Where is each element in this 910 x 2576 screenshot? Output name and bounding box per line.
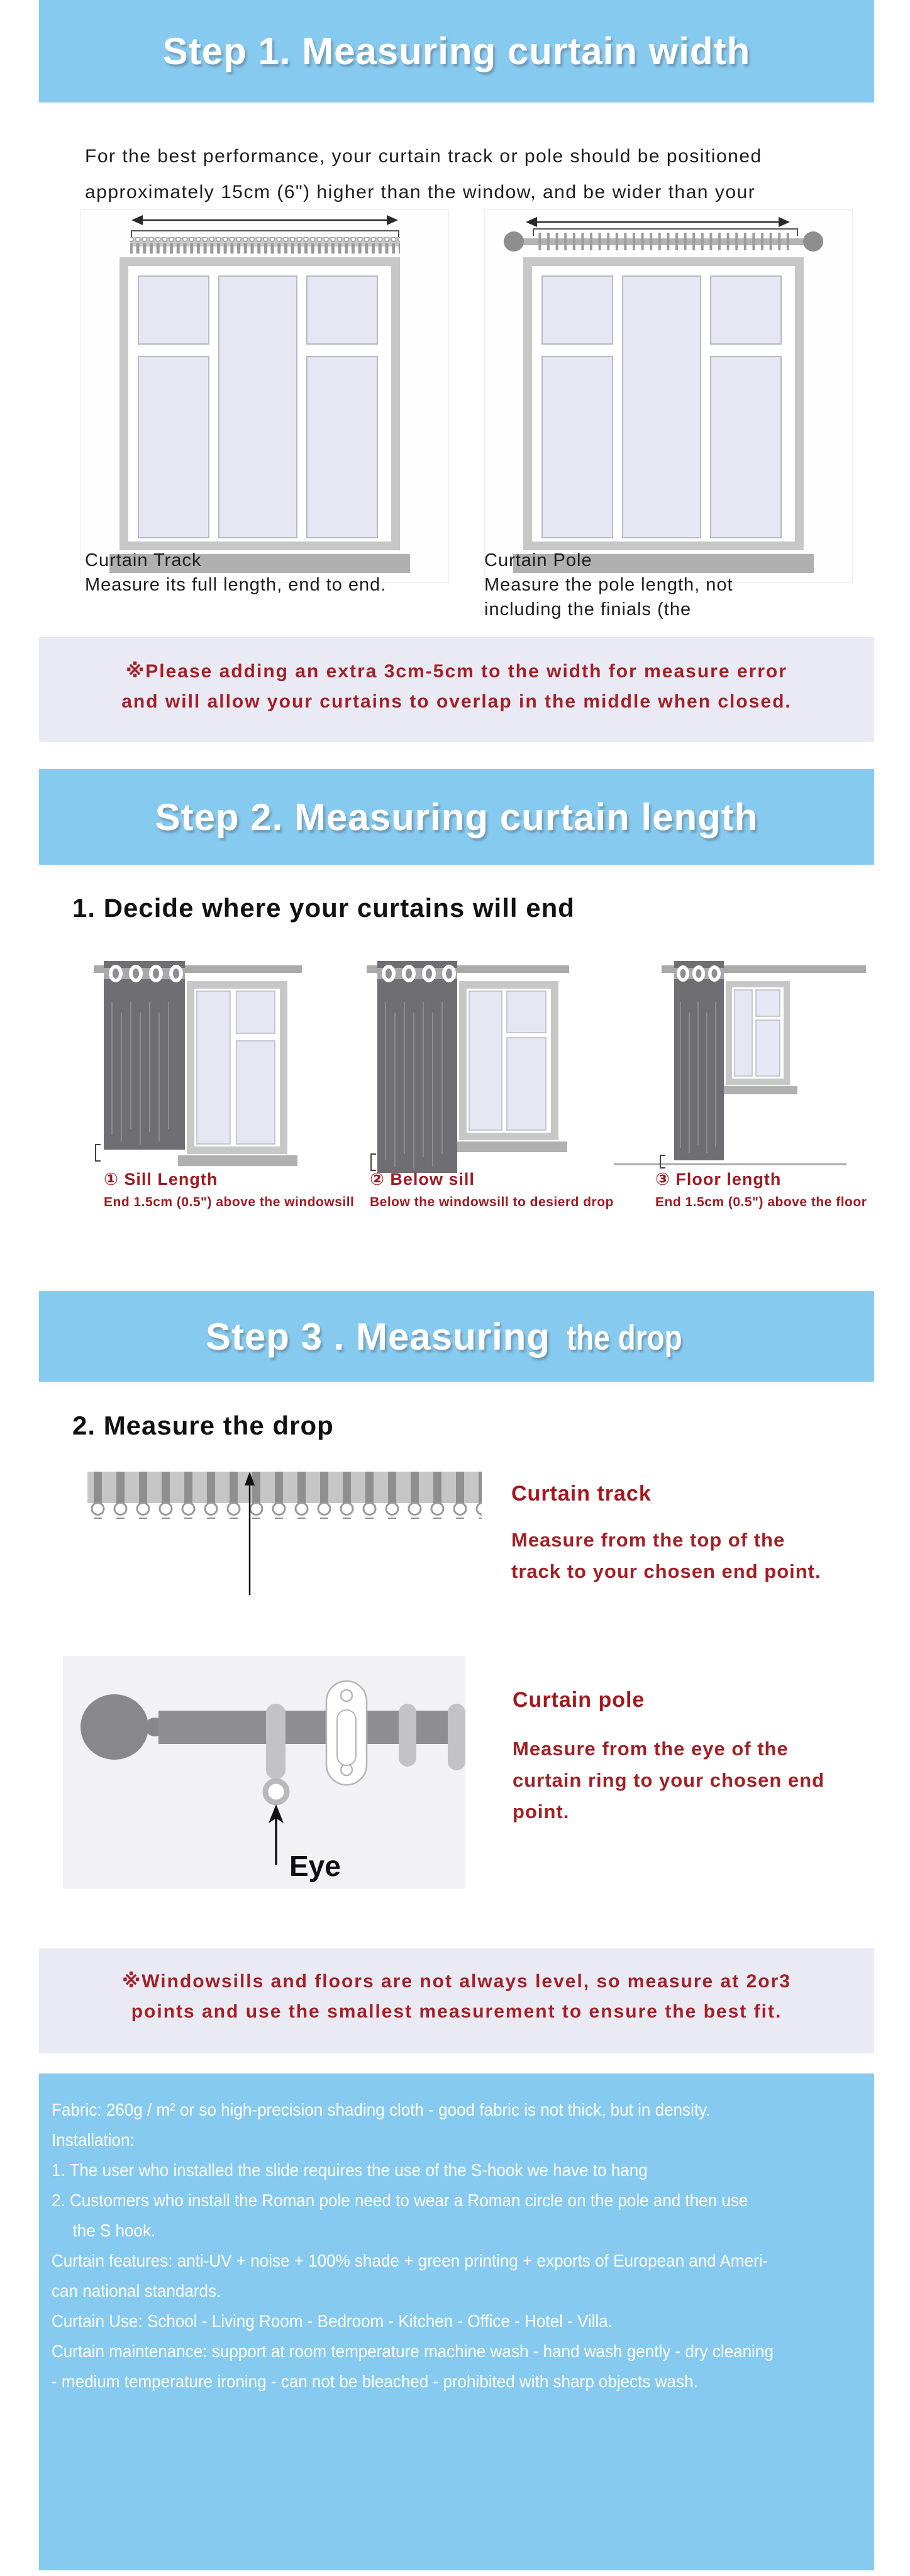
- gap-bracket: [660, 1155, 665, 1168]
- curtain-track-line-1: Measure from the top of the: [511, 1529, 785, 1551]
- info-line: 2. Customers who install the Roman pole need to wear a Roman circle on the pole and then use: [52, 2190, 748, 2210]
- step3-heading: 2. Measure the drop: [72, 1411, 334, 1440]
- option-3-label: ③ Floor length: [655, 1170, 782, 1189]
- gap-bracket: [371, 1154, 376, 1170]
- width-note-line-2: and will allow your curtains to overlap in the middle when closed.: [121, 691, 792, 712]
- info-line: Fabric: 260g / m² or so high-precision shading cloth - good fabric is not thick, but in density.: [52, 2100, 711, 2119]
- option-1-desc: End 1.5cm (0.5") above the windowsill: [104, 1195, 355, 1209]
- info-line: can national standards.: [52, 2281, 221, 2301]
- curtain-ring: [448, 1704, 465, 1770]
- track-caption: [85, 548, 386, 597]
- step2-banner: [39, 769, 874, 865]
- pole-closeup-illustration: [63, 1656, 465, 1889]
- step3-title-tail: the drop: [567, 1317, 682, 1357]
- pole-caption-line-1: Measure the pole length, not: [484, 575, 733, 595]
- window-track-illustration: [80, 209, 449, 583]
- curtain-pole-text: [513, 1733, 824, 1828]
- window-graphic: [109, 257, 410, 573]
- intro-line-1: For the best performance, your curtain track or pole should be positioned: [85, 146, 762, 167]
- curtain-length-illustrations: [75, 953, 868, 1173]
- product-info-box: [39, 2074, 874, 2570]
- curtain-pole-line-1: Measure from the eye of the: [513, 1738, 789, 1760]
- window-graphic: [452, 981, 567, 1152]
- track-closeup-illustration: [87, 1470, 484, 1602]
- curtain-pole-line-2: curtain ring to your chosen end: [513, 1769, 825, 1791]
- level-note: [39, 1948, 874, 2053]
- pole-caption-line-2: including the finials (the: [484, 599, 692, 619]
- window-graphic: [722, 981, 797, 1094]
- width-note: [39, 637, 874, 742]
- option-3-desc: End 1.5cm (0.5") above the floor: [655, 1195, 867, 1209]
- info-line: Installation:: [52, 2130, 135, 2150]
- step3-banner: [39, 1291, 874, 1382]
- step1-banner: [39, 0, 874, 103]
- intro-line-2: approximately 15cm (6") higher than the window, and be wider than your: [85, 182, 756, 203]
- curtain-graphic: [377, 961, 457, 1173]
- curtain-pole-title: Curtain pole: [513, 1688, 645, 1712]
- pole-caption: [484, 548, 733, 622]
- pole-caption-title: Curtain Pole: [484, 550, 592, 570]
- track-hooks: [87, 1472, 482, 1519]
- option-2-label: ② Below sill: [370, 1170, 475, 1189]
- info-line: Curtain maintenance: support at room temperature machine wash - hand wash gently - dry cleaning: [52, 2341, 774, 2361]
- window-pole-illustration: [484, 209, 853, 583]
- info-line: - medium temperature ironing - can not be bleached - prohibited with sharp objects wash.: [52, 2372, 698, 2391]
- info-line: 1. The user who installed the slide requires the use of the S-hook we have to hang: [52, 2160, 648, 2180]
- wall-bracket: [326, 1681, 367, 1785]
- option-1-label: ① Sill Length: [104, 1170, 218, 1189]
- closeup-background: [63, 1656, 465, 1889]
- level-note-line-2: points and use the smallest measurement to ensure the best fit.: [131, 2001, 782, 2022]
- step3-title-main: Step 3 . Measuring: [205, 1315, 551, 1358]
- gap-bracket: [96, 1145, 101, 1161]
- curtain-track-title: Curtain track: [511, 1482, 652, 1506]
- ring-with-eye: [265, 1704, 287, 1802]
- info-line: the S hook.: [72, 2221, 156, 2240]
- window-graphic: [178, 981, 297, 1166]
- info-line: Curtain features: anti-UV + noise + 100% shade + green printing + exports of European and Ameri-: [52, 2251, 769, 2270]
- below-sill-graphic: [367, 961, 569, 1173]
- intro-paragraph: [85, 138, 762, 210]
- step1-title: Step 1. Measuring curtain width: [162, 30, 751, 72]
- eye-label: Eye: [289, 1850, 341, 1882]
- step2-title: Step 2. Measuring curtain length: [155, 796, 758, 838]
- curtain-pole-line-3: point.: [513, 1801, 570, 1823]
- curtain-graphic: [104, 961, 185, 1150]
- curtain-track-graphic: [130, 237, 400, 254]
- sill-length-graphic: [94, 961, 302, 1166]
- track-caption-title: Curtain Track: [85, 550, 202, 570]
- curtain-track-text: [511, 1524, 821, 1587]
- curtain-track-line-2: track to your chosen end point.: [511, 1560, 821, 1582]
- track-caption-line: Measure its full length, end to end.: [85, 575, 387, 595]
- step2-heading: 1. Decide where your curtains will end: [72, 893, 575, 923]
- info-line: Curtain Use: School - Living Room - Bedroom - Kitchen - Office - Hotel - Villa.: [52, 2311, 613, 2331]
- window-graphic: [513, 257, 814, 573]
- curtain-ring: [399, 1704, 416, 1767]
- option-2-desc: Below the windowsill to desierd drop: [370, 1195, 614, 1209]
- floor-length-graphic: [614, 961, 866, 1168]
- curtain-graphic: [674, 961, 724, 1160]
- level-note-line-1: ※Windowsills and floors are not always level, so measure at 2or3: [122, 1971, 791, 1992]
- curtain-pole-graphic: [504, 231, 823, 252]
- step3-title: [206, 1315, 707, 1358]
- width-note-line-1: ※Please adding an extra 3cm-5cm to the width for measure error: [126, 661, 787, 682]
